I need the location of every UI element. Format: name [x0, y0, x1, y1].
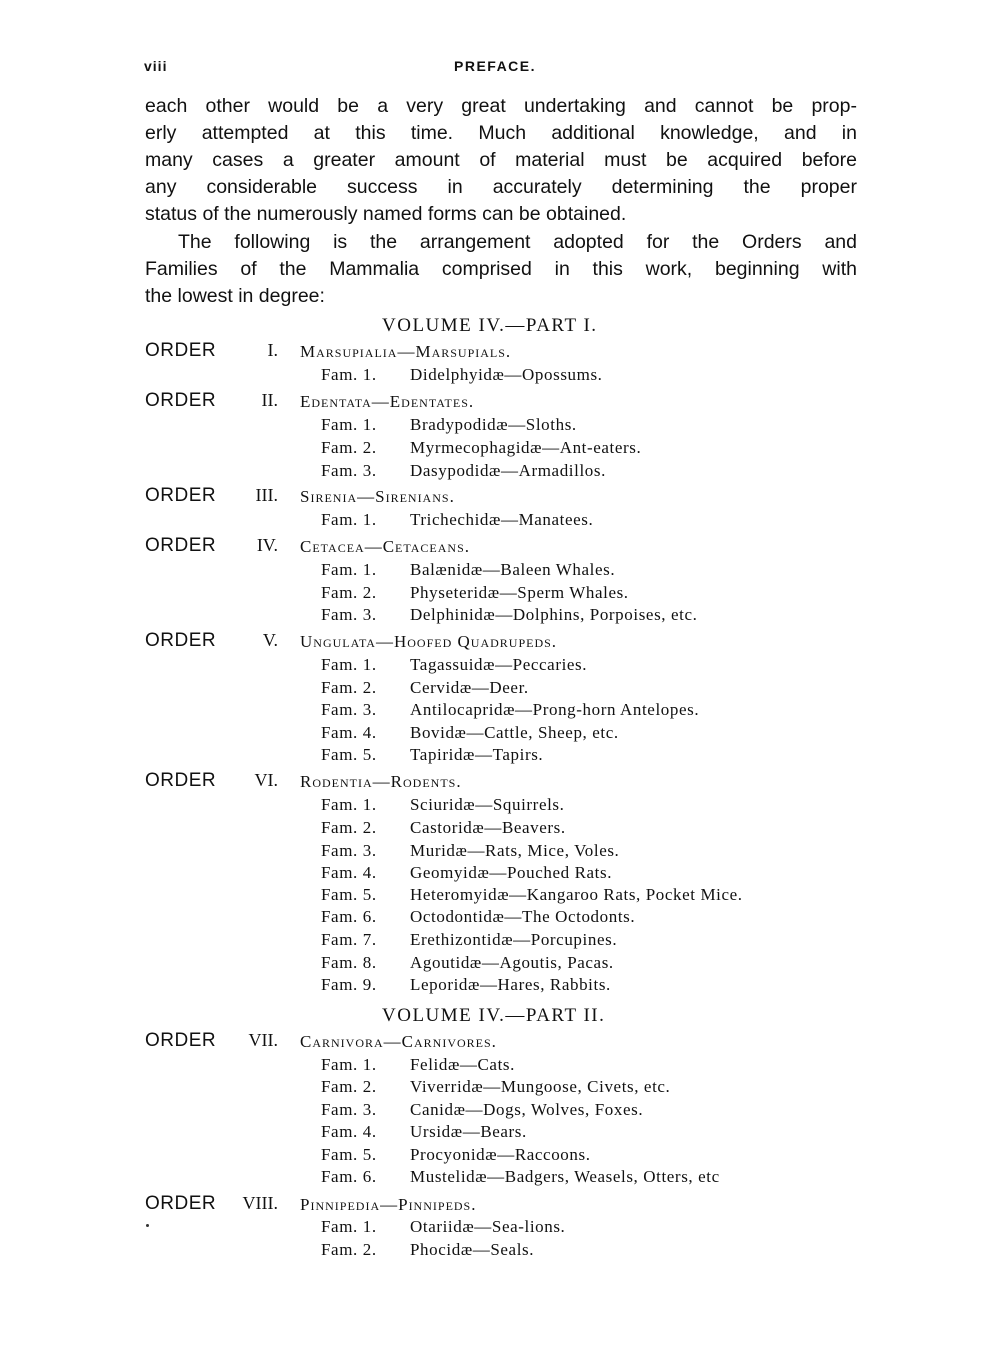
- order-numeral: IV.: [256, 535, 278, 555]
- family-text: Muridæ—Rats, Mice, Voles.: [410, 841, 620, 860]
- running-head: PREFACE.: [454, 58, 537, 74]
- family-label: Fam. 3.: [321, 700, 377, 719]
- family-text: Dasypodidæ—Armadillos.: [410, 461, 606, 480]
- paragraph-line: erly attempted at this time. Much additional knowledge, and in: [145, 122, 857, 144]
- paragraph-line: each other would be a very great undertaking and cannot be prop-: [145, 95, 857, 117]
- family-label: Fam. 5.: [321, 1145, 377, 1164]
- ink-speck: [146, 1224, 149, 1227]
- family-text: Bradypodidæ—Sloths.: [410, 415, 577, 434]
- order-name: Edentata—Edentates.: [300, 392, 475, 411]
- family-text: Sciuridæ—Squirrels.: [410, 795, 565, 814]
- order-name: Carnivora—Carnivores.: [300, 1032, 497, 1051]
- family-label: Fam. 7.: [321, 930, 377, 949]
- family-label: Fam. 3.: [321, 605, 377, 624]
- order-name: Sirenia—Sirenians.: [300, 487, 455, 506]
- order-name: Marsupialia—Marsupials.: [300, 342, 512, 361]
- family-text: Cervidæ—Deer.: [410, 678, 529, 697]
- family-text: Didelphyidæ—Opossums.: [410, 365, 603, 384]
- family-label: Fam. 4.: [321, 1122, 377, 1141]
- family-label: Fam. 2.: [321, 1240, 377, 1259]
- family-label: Fam. 2.: [321, 438, 377, 457]
- family-text: Agoutidæ—Agoutis, Pacas.: [410, 953, 614, 972]
- family-text: Procyonidæ—Raccoons.: [410, 1145, 591, 1164]
- family-text: Heteromyidæ—Kangaroo Rats, Pocket Mice.: [410, 885, 743, 904]
- family-text: Tagassuidæ—Peccaries.: [410, 655, 588, 674]
- family-label: Fam. 3.: [321, 841, 377, 860]
- order-numeral: VIII.: [242, 1193, 278, 1213]
- family-label: Fam. 3.: [321, 1100, 377, 1119]
- order-word: ORDER: [145, 535, 217, 556]
- family-label: Fam. 2.: [321, 818, 377, 837]
- family-text: Delphinidæ—Dolphins, Porpoises, etc.: [410, 605, 698, 624]
- page-number: viii: [144, 58, 168, 74]
- order-numeral: VII.: [248, 1030, 278, 1050]
- family-label: Fam. 4.: [321, 863, 377, 882]
- family-text: Leporidæ—Hares, Rabbits.: [410, 975, 611, 994]
- volume-heading: VOLUME IV.—PART I.: [382, 315, 598, 336]
- family-text: Castoridæ—Beavers.: [410, 818, 566, 837]
- family-label: Fam. 5.: [321, 745, 377, 764]
- order-name: Rodentia—Rodents.: [300, 772, 462, 791]
- family-text: Balænidæ—Baleen Whales.: [410, 560, 616, 579]
- family-label: Fam. 3.: [321, 461, 377, 480]
- family-label: Fam. 1.: [321, 365, 377, 384]
- order-name: Ungulata—Hoofed Quadrupeds.: [300, 632, 558, 651]
- family-label: Fam. 1.: [321, 415, 377, 434]
- family-label: Fam. 1.: [321, 560, 377, 579]
- volume-heading: VOLUME IV.—PART II.: [382, 1005, 606, 1026]
- order-numeral: V.: [262, 630, 278, 650]
- family-label: Fam. 1.: [321, 795, 377, 814]
- order-numeral: VI.: [254, 770, 278, 790]
- order-name: Cetacea—Cetaceans.: [300, 537, 470, 556]
- order-word: ORDER: [145, 770, 217, 791]
- order-word: ORDER: [145, 485, 217, 506]
- family-label: Fam. 6.: [321, 1167, 377, 1186]
- paragraph-line: any considerable success in accurately determining the proper: [145, 176, 857, 198]
- family-label: Fam. 2.: [321, 583, 377, 602]
- family-text: Bovidæ—Cattle, Sheep, etc.: [410, 723, 619, 742]
- family-text: Phocidæ—Seals.: [410, 1240, 535, 1259]
- family-label: Fam. 4.: [321, 723, 377, 742]
- order-word: ORDER: [145, 1193, 217, 1214]
- family-label: Fam. 1.: [321, 510, 377, 529]
- family-label: Fam. 9.: [321, 975, 377, 994]
- order-word: ORDER: [145, 390, 217, 411]
- family-text: Octodontidæ—The Octodonts.: [410, 907, 636, 926]
- family-label: Fam. 1.: [321, 1055, 377, 1074]
- family-text: Myrmecophagidæ—Ant-eaters.: [410, 438, 642, 457]
- paragraph-line: status of the numerously named forms can be obtained.: [145, 203, 627, 225]
- order-name: Pinnipedia—Pinnipeds.: [300, 1195, 477, 1214]
- order-numeral: II.: [261, 390, 278, 410]
- paragraph-line: Families of the Mammalia comprised in this work, beginning with: [145, 258, 857, 280]
- order-word: ORDER: [145, 630, 217, 651]
- family-text: Physeteridæ—Sperm Whales.: [410, 583, 629, 602]
- paragraph-line: The following is the arrangement adopted for the Orders and: [178, 231, 857, 253]
- order-numeral: I.: [267, 340, 278, 360]
- family-text: Tapiridæ—Tapirs.: [410, 745, 544, 764]
- family-text: Erethizontidæ—Porcupines.: [410, 930, 618, 949]
- family-text: Mustelidæ—Badgers, Weasels, Otters, etc: [410, 1167, 720, 1186]
- family-label: Fam. 5.: [321, 885, 377, 904]
- family-text: Felidæ—Cats.: [410, 1055, 515, 1074]
- paragraph-line: the lowest in degree:: [145, 285, 325, 307]
- family-text: Antilocapridæ—Prong-horn Antelopes.: [410, 700, 700, 719]
- family-text: Canidæ—Dogs, Wolves, Foxes.: [410, 1100, 644, 1119]
- family-text: Ursidæ—Bears.: [410, 1122, 527, 1141]
- family-text: Otariidæ—Sea-lions.: [410, 1217, 566, 1236]
- order-word: ORDER: [145, 340, 217, 361]
- family-label: Fam. 2.: [321, 1077, 377, 1096]
- family-text: Trichechidæ—Manatees.: [410, 510, 594, 529]
- family-label: Fam. 1.: [321, 1217, 377, 1236]
- order-numeral: III.: [255, 485, 278, 505]
- family-label: Fam. 6.: [321, 907, 377, 926]
- family-label: Fam. 2.: [321, 678, 377, 697]
- paragraph-line: many cases a greater amount of material must be acquired before: [145, 149, 857, 171]
- family-label: Fam. 8.: [321, 953, 377, 972]
- family-text: Viverridæ—Mungoose, Civets, etc.: [410, 1077, 671, 1096]
- order-word: ORDER: [145, 1030, 217, 1051]
- family-label: Fam. 1.: [321, 655, 377, 674]
- page-header: [144, 58, 856, 78]
- family-text: Geomyidæ—Pouched Rats.: [410, 863, 613, 882]
